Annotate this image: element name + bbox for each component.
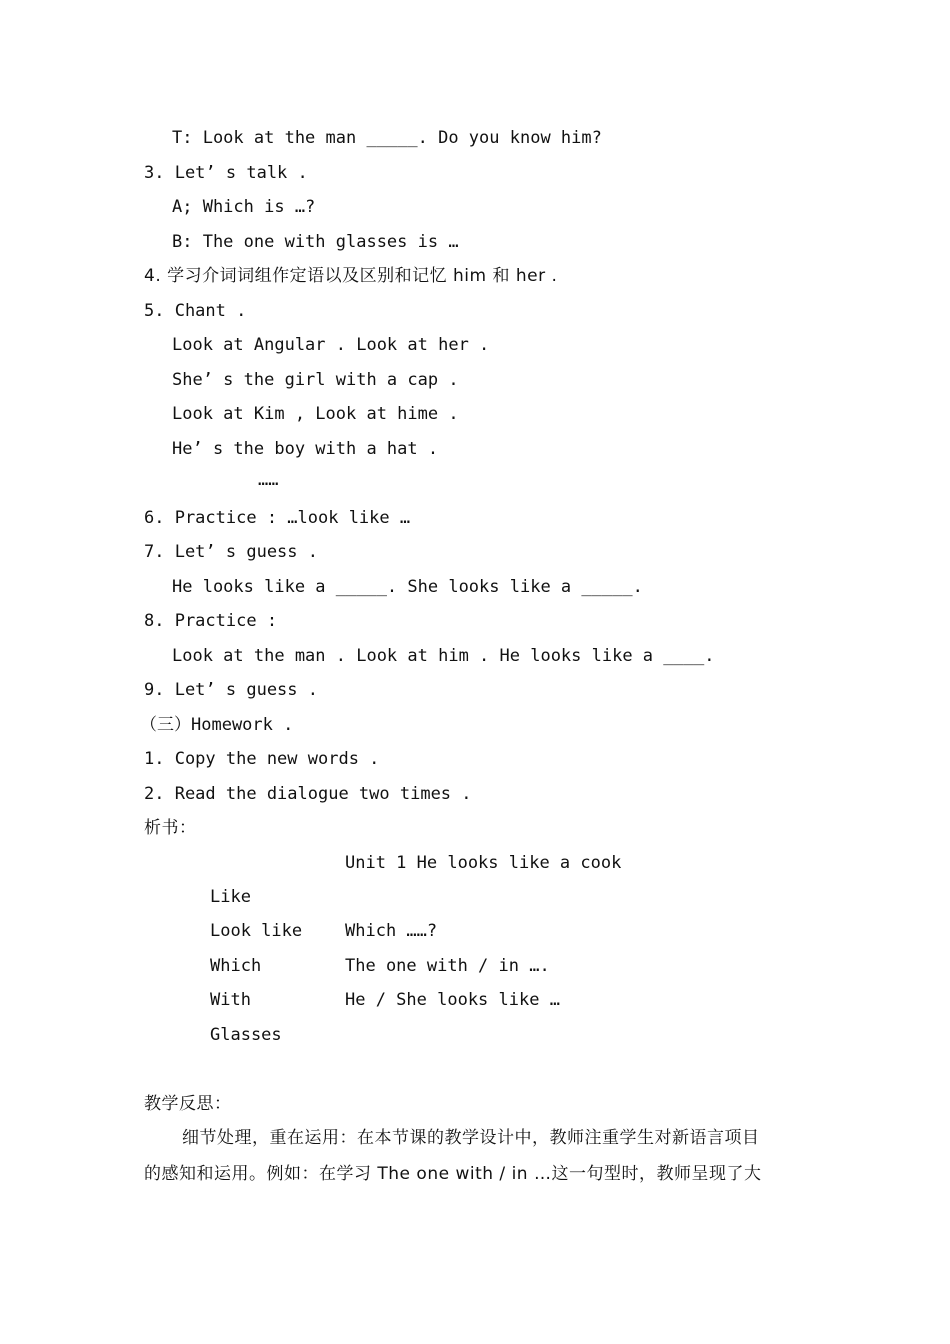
reflection-paragraph-line: 细节处理，重在运用：在本节课的教学设计中，教师注重学生对新语言项目 [182, 1128, 760, 1148]
chant-line: Look at Kim , Look at hime . [172, 404, 459, 424]
board-word: Look like [210, 921, 303, 941]
text-line: T: Look at the man _____. Do you know him? [172, 128, 602, 148]
board-sentence: The one with / in …. [345, 956, 550, 976]
reflection-heading: 教学反思： [144, 1094, 232, 1114]
board-sentence: Which ……? [345, 921, 438, 941]
text-line: Look at the man . Look at him . He looks like a ____. [172, 646, 715, 666]
board-heading: 析书： [144, 818, 197, 838]
dialogue-line: A; Which is …? [172, 197, 316, 217]
board-word: Which [210, 956, 262, 976]
list-item: 3. Let’ s talk . [144, 163, 308, 183]
section-heading: （三）Homework . [140, 715, 294, 735]
board-title: Unit 1 He looks like a cook [345, 853, 622, 873]
board-sentence: He / She looks like … [345, 990, 560, 1010]
chant-line: Look at Angular . Look at her . [172, 335, 490, 355]
dialogue-line: B: The one with glasses is … [172, 232, 459, 252]
reflection-paragraph-line: 的感知和运用。例如：在学习 The one with / in …这一句型时，教师呈现了大 [144, 1164, 762, 1184]
list-item: 6. Practice : …look like … [144, 508, 411, 528]
list-item: 2. Read the dialogue two times . [144, 784, 472, 804]
board-word: With [210, 990, 251, 1010]
board-word: Like [210, 887, 251, 907]
text-line: He looks like a _____. She looks like a _____. [172, 577, 643, 597]
list-item: 7. Let’ s guess . [144, 542, 318, 562]
list-item: 8. Practice : [144, 611, 278, 631]
chant-line: She’ s the girl with a cap . [172, 370, 459, 390]
chant-line: He’ s the boy with a hat . [172, 439, 439, 459]
list-item: 1. Copy the new words . [144, 749, 380, 769]
list-item: 4. 学习介词词组作定语以及区别和记忆 him 和 her . [144, 266, 558, 286]
board-word: Glasses [210, 1025, 282, 1045]
ellipsis: …… [258, 470, 279, 490]
list-item: 9. Let’ s guess . [144, 680, 318, 700]
list-item: 5. Chant . [144, 301, 247, 321]
